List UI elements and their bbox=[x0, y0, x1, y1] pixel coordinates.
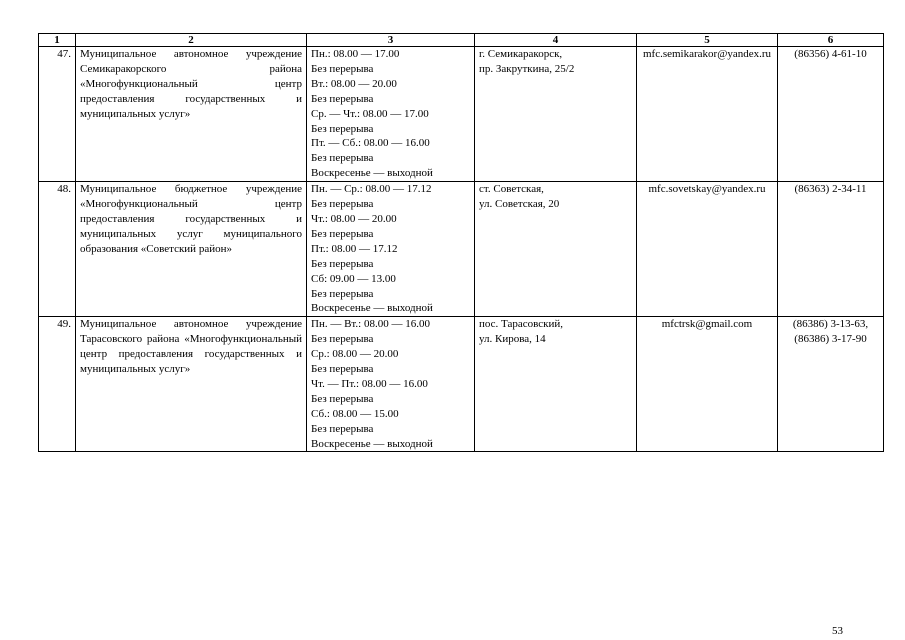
hours-line: Без перерыва bbox=[311, 333, 374, 346]
hours-line: Без перерыва bbox=[311, 392, 374, 405]
table-row bbox=[39, 182, 884, 317]
working-hours bbox=[307, 47, 475, 182]
address bbox=[475, 182, 637, 317]
hours-line: Чт.: 08.00 — 20.00 bbox=[311, 212, 397, 225]
organization-name: Муниципальное бюджетное учреждение «Многофункциональный центр предоставления государственных и муниципальных услуг муниципального образования «Советский район» bbox=[76, 182, 307, 317]
address bbox=[475, 47, 637, 182]
col-header-2: 2 bbox=[76, 34, 307, 47]
table-row bbox=[39, 317, 884, 452]
hours-line: Без перерыва bbox=[311, 422, 374, 435]
organization-name: Муниципальное автономное учреждение Семикаракорского района «Многофункциональный центр предоставления государственных и муниципальных услуг» bbox=[76, 47, 307, 182]
hours-line: Ср. — Чт.: 08.00 — 17.00 bbox=[311, 107, 429, 120]
address-line: ст. Советская, bbox=[479, 183, 544, 196]
email: mfc.sovetskay@yandex.ru bbox=[637, 182, 778, 317]
page-number: 53 bbox=[832, 625, 843, 637]
email: mfc.semikarakor@yandex.ru bbox=[637, 47, 778, 182]
hours-line: Пн. — Вт.: 08.00 — 16.00 bbox=[311, 318, 430, 331]
hours-line: Без перерыва bbox=[311, 62, 374, 75]
col-header-3: 3 bbox=[307, 34, 475, 47]
hours-line: Без перерыва bbox=[311, 92, 374, 105]
email: mfctrsk@gmail.com bbox=[637, 317, 778, 452]
address-line: г. Семикаракорск, bbox=[479, 48, 563, 60]
table-row bbox=[39, 47, 884, 182]
working-hours bbox=[307, 182, 475, 317]
hours-line: Воскресенье — выходной bbox=[311, 437, 433, 450]
address-line: ул. Советская, 20 bbox=[479, 198, 560, 211]
hours-line: Воскресенье — выходной bbox=[311, 302, 433, 315]
hours-line: Без перерыва bbox=[311, 257, 374, 270]
hours-line: Без перерыва bbox=[311, 152, 374, 165]
hours-line: Ср.: 08.00 — 20.00 bbox=[311, 348, 399, 361]
address-line: пос. Тарасовский, bbox=[479, 318, 564, 331]
hours-line: Без перерыва bbox=[311, 227, 374, 240]
hours-line: Вт.: 08.00 — 20.00 bbox=[311, 77, 397, 90]
row-number: 48. bbox=[39, 182, 76, 317]
hours-line: Пн.: 08.00 — 17.00 bbox=[311, 48, 400, 60]
address bbox=[475, 317, 637, 452]
col-header-4: 4 bbox=[475, 34, 637, 47]
phone: (86386) 3-13-63, (86386) 3-17-90 bbox=[778, 317, 884, 452]
address-line: пр. Закруткина, 25/2 bbox=[479, 62, 575, 75]
hours-line: Сб.: 08.00 — 15.00 bbox=[311, 407, 399, 420]
hours-line: Воскресенье — выходной bbox=[311, 167, 433, 180]
hours-line: Без перерыва bbox=[311, 363, 374, 376]
address-line: ул. Кирова, 14 bbox=[479, 333, 546, 346]
header-row bbox=[39, 34, 884, 47]
hours-line: Без перерыва bbox=[311, 198, 374, 211]
row-number: 49. bbox=[39, 317, 76, 452]
mfc-table bbox=[38, 33, 884, 452]
organization-name: Муниципальное автономное учреждение Тарасовского района «Многофункциональный центр предоставления государственных и муниципальных услуг» bbox=[76, 317, 307, 452]
col-header-6: 6 bbox=[778, 34, 884, 47]
phone: (86363) 2-34-11 bbox=[778, 182, 884, 317]
row-number: 47. bbox=[39, 47, 76, 182]
col-header-5: 5 bbox=[637, 34, 778, 47]
phone: (86356) 4-61-10 bbox=[778, 47, 884, 182]
hours-line: Пн. — Ср.: 08.00 — 17.12 bbox=[311, 183, 432, 196]
hours-line: Чт. — Пт.: 08.00 — 16.00 bbox=[311, 377, 428, 390]
hours-line: Без перерыва bbox=[311, 287, 374, 300]
working-hours bbox=[307, 317, 475, 452]
hours-line: Сб: 09.00 — 13.00 bbox=[311, 272, 396, 285]
hours-line: Без перерыва bbox=[311, 122, 374, 135]
hours-line: Пт. — Сб.: 08.00 — 16.00 bbox=[311, 137, 430, 150]
col-header-1: 1 bbox=[39, 34, 76, 47]
hours-line: Пт.: 08.00 — 17.12 bbox=[311, 242, 398, 255]
